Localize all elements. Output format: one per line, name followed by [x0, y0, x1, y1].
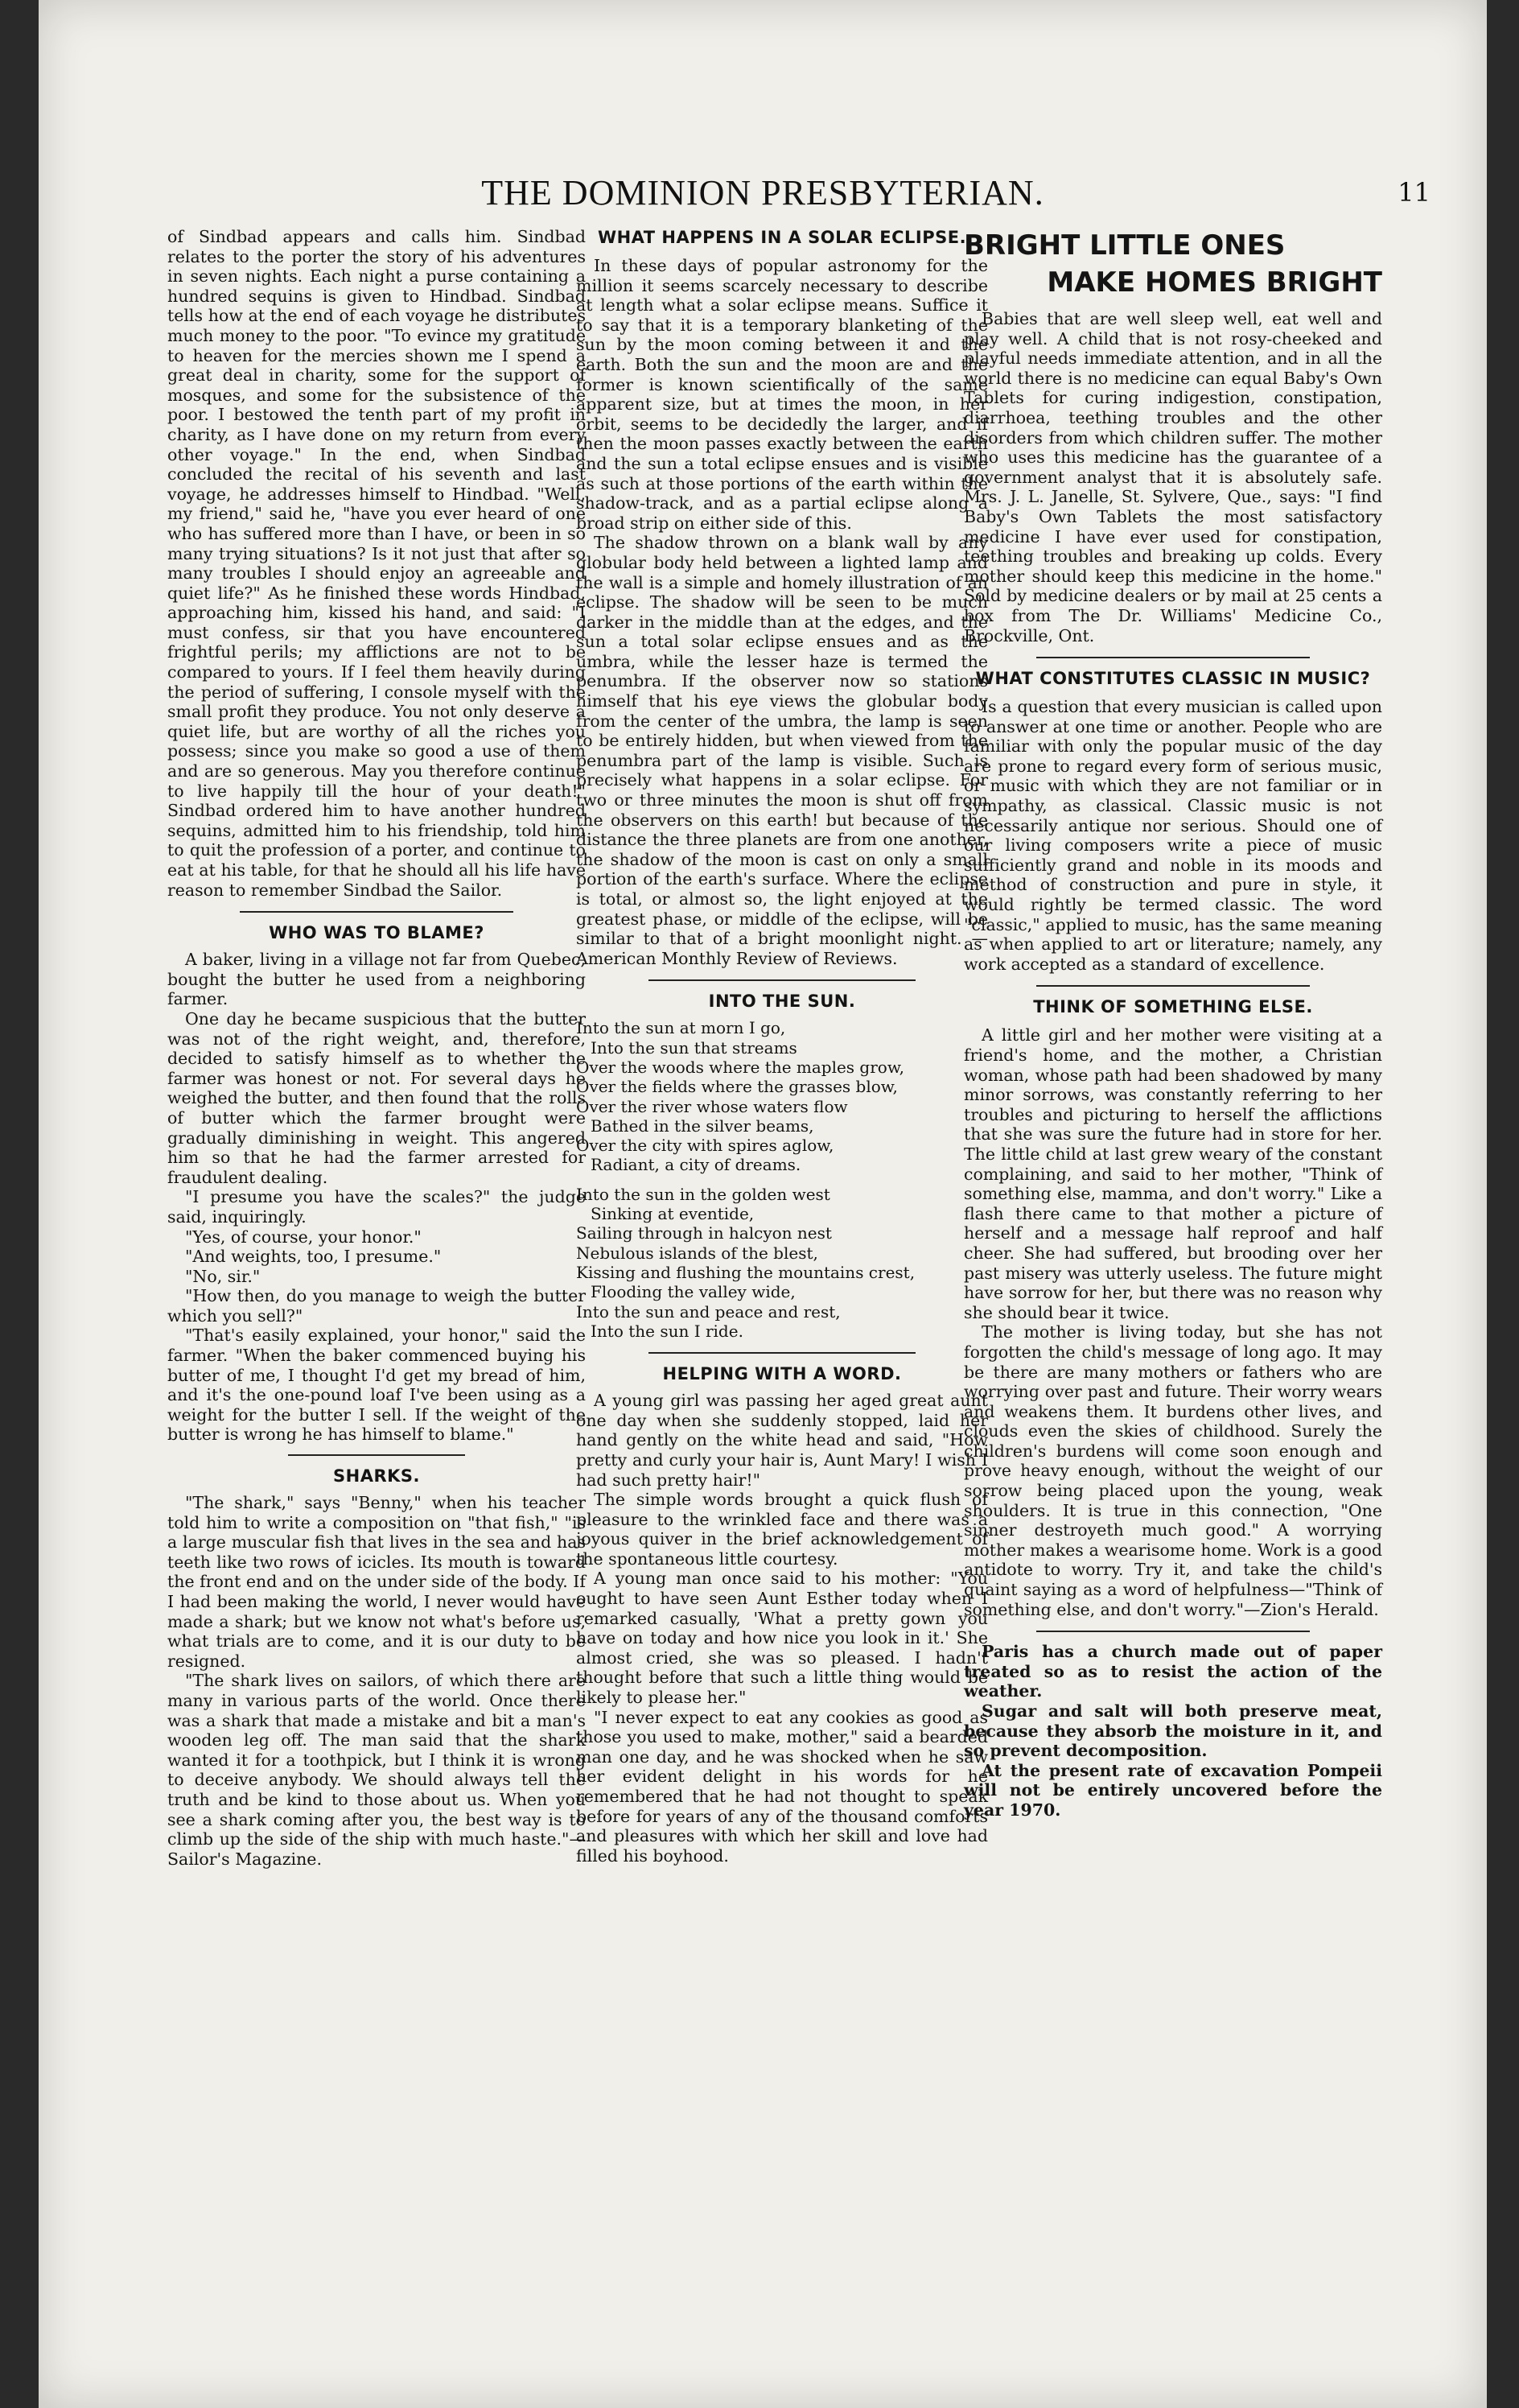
masthead [39, 172, 1487, 221]
blame-paragraph: "No, sir." [185, 1266, 261, 1286]
word-heading: HELPING WITH A WORD. [662, 1364, 902, 1384]
newspaper-page [39, 0, 1487, 2408]
poem-line: Nebulous islands of the blest, [576, 1243, 818, 1263]
blame-paragraph: "And weights, too, I presume." [185, 1247, 442, 1267]
poem-line: Into the sun that streams [591, 1037, 797, 1058]
poem-line: Into the sun at morn I go, [576, 1018, 786, 1038]
poem-stanza [576, 1018, 988, 1174]
poem-line: Into the sun and peace and rest, [576, 1301, 841, 1322]
note-item: At the present rate of excavation Pompeii will not be entirely uncovered before the year 1970. [964, 1760, 1382, 1820]
blame-heading: WHO WAS TO BLAME? [269, 923, 484, 943]
word-paragraph: The simple words brought a quick flush of pleasure to the wrinkled face and there was a joyous quiver in the brief acknowledgement of the spontaneous little courtesy. [576, 1490, 988, 1569]
ad-headline-1: BRIGHT LITTLE ONES [964, 229, 1286, 262]
sharks-paragraph: "The shark lives on sailors, of which there are many in various parts of the world. Once there was a shark that made a mistake and bit a man's wooden leg off. The man said that the shark wanted it for a toothpick, but I think it is wrong to deceive anybody. We should always tell the truth and be kind to those about us. When you see a shark coming after you, the best way is to climb up the side of the ship with much haste."—Sailor's Magazine. [167, 1671, 586, 1869]
sun-heading: INTO THE SUN. [708, 992, 856, 1012]
newspaper-title: THE DOMINION PRESBYTERIAN. [481, 173, 1044, 212]
divider [648, 979, 916, 981]
poem-line: Bathed in the silver beams, [591, 1115, 814, 1136]
eclipse-paragraph: In these days of popular astronomy for the million it seems scarcely necessary to describe at length what a solar eclipse means. Suffice it to say that it is a temporary blanketing of the sun by the moon coming between it and the earth. Both the sun and the moon are and the former is known scientifically of the same apparent size, but at times the moon, in her orbit, seems to be decidedly the larger, and if then the moon passes exactly between the earth and the sun a total eclipse ensues and is visible as such at those portions of the earth within the shadow-track, and as a partial eclipse along a broad strip on either side of this. [576, 256, 988, 533]
poem-stanza [576, 1185, 988, 1341]
divider [240, 911, 513, 913]
blame-paragraph: "How then, do you manage to weigh the butter which you sell?" [167, 1286, 586, 1326]
poem-line: Flooding the valley wide, [591, 1282, 796, 1302]
word-paragraph: A young girl was passing her aged great aunt one day when she suddenly stopped, laid her hand gently on the white head and said, "How pretty and curly your hair is, Aunt Mary! I wish I had such pretty hair!" [576, 1391, 988, 1490]
poem-line: Into the sun in the golden west [576, 1184, 830, 1204]
eclipse-paragraph: The shadow thrown on a blank wall by any globular body held between a lighted lamp and the wall is a simple and homely illustration of an eclipse. The shadow will be seen to be much darker in the middle than at the edges, and the sun a total solar eclipse ensues and as the umbra, while the lesser haze is termed the penumbra. If the observer now so stations himself that his eye views the globular body from the center of the umbra, the lamp is seen to be entirely hidden, but when viewed from the penumbra part of the lamp is visible. Such is precisely what happens in a solar eclipse. For two or three minutes the moon is shut off from the observers on this earth! but because of the distance the three planets are from one another, the shadow of the moon is cast on only a small portion of the earth's surface. Where the eclipse is total, or almost so, the light enjoyed at the greatest phase, or middle of the eclipse, will be similar to that of a bright moonlight night. — American Monthly Review of Reviews. [576, 533, 988, 968]
note-item: Sugar and salt will both preserve meat, because they absorb the moisture in it, and so prevent decomposition. [964, 1701, 1382, 1761]
column-right [964, 227, 1382, 1820]
blame-paragraph: "Yes, of course, your honor." [185, 1227, 422, 1247]
poem-line: Over the woods where the maples grow, [576, 1057, 904, 1077]
word-paragraph: "I never expect to eat any cookies as good as those you used to make, mother," said a bearded man one day, and he was shocked when he saw her evident delight in his words for he remembered that he had not thought to speak before for years of any of the thousand comforts and pleasures with which her skill and love had filled his boyhood. [576, 1707, 988, 1866]
poem-line: Radiant, a city of dreams. [591, 1155, 801, 1175]
blame-paragraph: A baker, living in a village not far from Quebec, bought the butter he used from a neighboring farmer. [167, 950, 586, 1009]
classic-body: Is a question that every musician is called upon to answer at one time or another. People who are familiar with only the popular music of the day are prone to regard every form of serious music, or music with which they are not familiar or in sympathy, as classical. Classic music is not necessarily antique nor serious. Should one of our living composers write a piece of music sufficiently grand and noble in its moods and method of construction and pure in style, it would rightly be termed classic. The word "classic," applied to music, has the same meaning as when applied to art or literature; namely, any work accepted as a standard of excellence. [964, 697, 1382, 974]
sharks-heading: SHARKS. [333, 1466, 420, 1486]
divider [288, 1454, 465, 1456]
poem-line: Into the sun I ride. [591, 1321, 743, 1341]
blame-paragraph: "That's easily explained, your honor," said the farmer. "When the baker commenced buying his butter of me, I thought I'd get my bread of him, and it's the one-pound loaf I've been using as a weight for the butter I sell. If the weight of the butter is wrong he has himself to blame." [167, 1326, 586, 1445]
blame-paragraph: "I presume you have the scales?" the judge said, inquiringly. [167, 1187, 586, 1227]
blame-paragraph: One day he became suspicious that the butter was not of the right weight, and, therefore, decided to satisfy himself as to whether the farmer was honest or not. For several days he weighed the butter, and then found that the rolls of butter which the farmer brought were gradually diminishing in weight. This angered him so that he had the farmer arrested for fraudulent dealing. [167, 1008, 586, 1187]
poem-line: Sinking at eventide, [591, 1204, 755, 1224]
poem-line: Over the city with spires aglow, [576, 1136, 834, 1156]
divider [1036, 985, 1310, 987]
poem-line: Sailing through in halcyon nest [576, 1223, 832, 1243]
poem-line: Kissing and flushing the mountains crest, [576, 1262, 916, 1282]
word-paragraph: A young man once said to his mother: "You ought to have seen Aunt Esther today when I remarked casually, 'What a pretty gown you have on today and how nice you look in it.' She almost cried, she was so pleased. I hadn't thought before that such a little thing would be likely to please her." [576, 1569, 988, 1708]
column-left [167, 227, 586, 1869]
ad-body: Babies that are well sleep well, eat well and play well. A child that is not rosy-cheeked and playful needs immediate attention, and in all the world there is no medicine can equal Baby's Own Tablets for curing indigestion, constipation, diarrhoea, teething troubles and the other disorders from which children suffer. The mother who uses this medicine has the guarantee of a government analyst that it is absolutely safe. Mrs. J. L. Janelle, St. Sylvere, Que., says: "I find Baby's Own Tablets the most satisfactory medicine I have ever used for constipation, teething troubles and breaking up colds. Every mother should keep this medicine in the home." Sold by medicine dealers or by mail at 25 cents a box from The Dr. Williams' Medicine Co., Brockville, Ont. [964, 309, 1382, 645]
note-item: Paris has a church made out of paper treated so as to resist the action of the weather. [964, 1642, 1382, 1701]
page-number: 11 [1398, 177, 1430, 208]
sharks-paragraph: "The shark," says "Benny," when his teacher told him to write a composition on "that fish," "is a large muscular fish that lives in the sea and has teeth like two rows of icicles. Its mouth is toward the front end and on the under side of the body. If I had been making the world, I never would have made a shark; but we know not what's before us, what trials are to come, and it is our duty to be resigned. [167, 1493, 586, 1671]
eclipse-heading: WHAT HAPPENS IN A SOLAR ECLIPSE. [597, 228, 967, 247]
sindbad-article: of Sindbad appears and calls him. Sindbad relates to the porter the story of his adventures in seven nights. Each night a purse containing a hundred sequins is given to Hindbad. Sindbad tells how at the end of each voyage he distributes much money to the poor. "To evince my gratitude to heaven for the mercies shown me I spend a great deal in charity, some for the support of mosques, and some for the subsistence of the poor. I bestowed the tenth part of my profit in charity, as I have done on my return from every other voyage." In the end, when Sindbad concluded the recital of his seventh and last voyage, he addresses himself to Hindbad. "Well, my friend," said he, "have you ever heard of one who has suffered more than I have, or been in so many trying situations? Is it not just that after so many troubles I should enjoy an agreeable and quiet life?" As he finished these words Hindbad, approaching him, kissed his hand, and said: "I must confess, sir that you have encountered frightful perils; my afflictions are not to be compared to yours. If I feel them heavily during the period of suffering, I console myself with the small profit they produce. You not only deserve a quiet life, but are worthy of all the riches you possess; since you make so good a use of them and are so generous. May you therefore continue to live happily till the hour of your death!" Sindbad ordered him to have another hundred sequins, admitted him to his friendship, told him to quit the profession of a porter, and continue to eat at his table, for that he should all his life have reason to remember Sindbad the Sailor. [167, 227, 586, 900]
divider [1036, 1631, 1310, 1632]
else-paragraph: The mother is living today, but she has not forgotten the child's message of long ago. It may be there are many mothers or fathers who are worrying over past and future. Their worry wears and weakens them. It burdens other lives, and clouds even the skies of childhood. Surely the children's burdens will come soon enough and prove heavy enough, without the weight of our sorrow being placed upon the young, weak shoulders. It is true in this connection, "One sinner destroyeth much good." A worrying mother makes a wearisome home. Work is a good antidote to worry. Try it, and take the child's quaint saying as a word of helpfulness—"Think of something else, and don't worry."—Zion's Herald. [964, 1322, 1382, 1619]
poem-line: Over the fields where the grasses blow, [576, 1077, 898, 1097]
ad-headline-2: MAKE HOMES BRIGHT [1047, 266, 1382, 299]
classic-heading: WHAT CONSTITUTES CLASSIC IN MUSIC? [975, 669, 1371, 689]
else-heading: THINK OF SOMETHING ELSE. [1033, 997, 1313, 1017]
column-middle [576, 227, 988, 1866]
else-paragraph: A little girl and her mother were visiting at a friend's home, and the mother, a Christian woman, whose path had been shadowed by many minor sorrows, was constantly referring to her troubles and picturing to herself the afflictions that she was sure the future had in store for her. The little child at last grew weary of the constant complaining, and said to her mother, "Think of something else, mamma, and don't worry." Like a flash there came to that mother a picture of herself and a message half reproof and half cheer. She had suffered, but brooding over her past misery was utterly useless. The future might have sorrow for her, but there was no reason why she should bear it twice. [964, 1025, 1382, 1322]
divider [1036, 657, 1310, 658]
poem-line: Over the river whose waters flow [576, 1096, 848, 1116]
divider [648, 1352, 916, 1354]
